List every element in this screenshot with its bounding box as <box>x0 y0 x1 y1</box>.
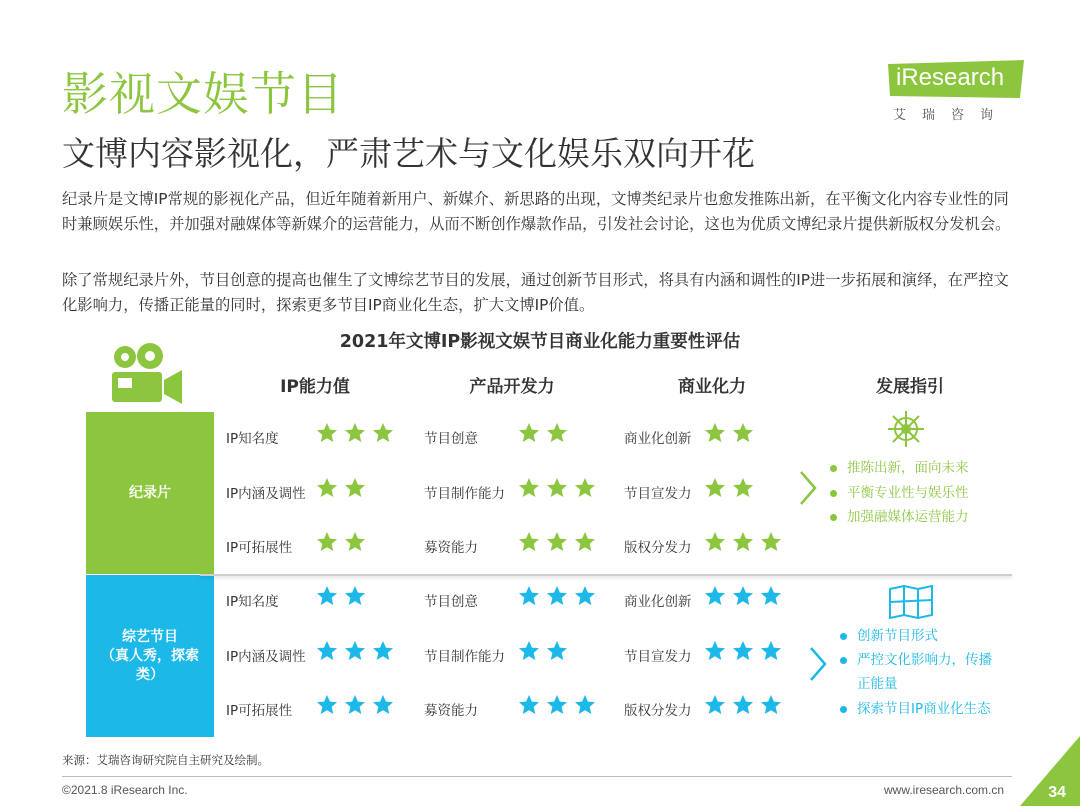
category-documentary: 纪录片 <box>86 412 214 574</box>
column-header-ip: IP能力值 <box>280 377 350 397</box>
star-icon <box>704 531 726 553</box>
star-icon <box>546 694 568 716</box>
star-icon <box>546 422 568 444</box>
star-icon <box>732 531 754 553</box>
star-icon <box>344 694 366 716</box>
star-icon <box>732 640 754 662</box>
footer-divider <box>62 776 1012 777</box>
star-rating <box>518 694 602 716</box>
rating-label: 节目创意 <box>424 594 478 610</box>
star-icon <box>704 640 726 662</box>
copyright: ©2021.8 iResearch Inc. <box>62 783 188 797</box>
rating-label: 版权分发力 <box>624 703 692 719</box>
star-icon <box>344 531 366 553</box>
website-url[interactable]: www.iresearch.com.cn <box>884 783 1005 797</box>
star-rating <box>518 585 602 607</box>
star-icon <box>704 477 726 499</box>
rating-label: IP知名度 <box>226 431 279 447</box>
star-icon <box>518 422 540 444</box>
star-icon <box>732 477 754 499</box>
rating-label: 版权分发力 <box>624 540 692 556</box>
page-number: 34 <box>1048 784 1066 801</box>
star-icon <box>518 585 540 607</box>
rating-label: 募资能力 <box>424 540 478 556</box>
star-icon <box>546 531 568 553</box>
rating-label: IP可拓展性 <box>226 540 293 556</box>
chevron-right-icon <box>808 646 828 686</box>
rating-label: IP内涵及调性 <box>226 485 306 502</box>
source-note: 来源：艾瑞咨询研究院自主研究及绘制。 <box>62 753 269 767</box>
star-rating <box>316 640 400 662</box>
star-rating <box>518 531 602 553</box>
star-icon <box>344 422 366 444</box>
column-header-guidance: 发展指引 <box>876 377 944 397</box>
rating-label: 商业化创新 <box>624 431 692 447</box>
star-icon <box>372 694 394 716</box>
star-rating <box>316 694 400 716</box>
camera-icon <box>108 342 186 410</box>
star-rating <box>316 531 372 553</box>
table-title: 2021年文博IP影视文娱节目商业化能力重要性评估 <box>339 332 741 352</box>
star-icon <box>546 585 568 607</box>
guidance-item: 加强融媒体运营能力 <box>830 505 969 525</box>
rating-label: IP可拓展性 <box>226 703 293 719</box>
star-icon <box>760 640 782 662</box>
star-icon <box>732 585 754 607</box>
ship-wheel-icon <box>884 410 928 452</box>
star-rating <box>518 477 602 499</box>
star-icon <box>704 585 726 607</box>
star-rating <box>518 422 574 444</box>
star-icon <box>574 694 596 716</box>
page-title: 影视文娱节目 <box>62 67 344 121</box>
star-icon <box>518 640 540 662</box>
star-rating <box>704 694 788 716</box>
guidance-item: 推陈出新，面向未来 <box>830 456 969 476</box>
rating-label: IP内涵及调性 <box>226 648 306 665</box>
section-divider <box>200 574 1012 576</box>
star-rating <box>704 640 788 662</box>
rating-label: 节目制作能力 <box>424 485 505 502</box>
rating-label: 节目创意 <box>424 431 478 447</box>
star-rating <box>704 585 788 607</box>
star-rating <box>704 531 788 553</box>
rating-label: 节目宣发力 <box>624 648 692 665</box>
iresearch-logo: iResearch <box>888 60 1028 98</box>
category-variety-show: 综艺节目 （真人秀，探索 类） <box>86 575 214 737</box>
star-icon <box>546 640 568 662</box>
page-subtitle: 文博内容影视化，严肃艺术与文化娱乐双向开花 <box>62 134 755 173</box>
star-icon <box>546 477 568 499</box>
star-icon <box>574 477 596 499</box>
star-icon <box>316 422 338 444</box>
star-icon <box>704 422 726 444</box>
star-rating <box>316 422 400 444</box>
star-rating <box>704 422 760 444</box>
guidance-item: 严控文化影响力，传播 <box>840 648 992 668</box>
star-icon <box>316 477 338 499</box>
star-icon <box>760 531 782 553</box>
star-rating <box>316 477 372 499</box>
star-icon <box>760 585 782 607</box>
rating-label: 募资能力 <box>424 703 478 719</box>
guidance-item: 探索节目IP商业化生态 <box>840 697 991 717</box>
star-icon <box>518 477 540 499</box>
star-rating <box>316 585 372 607</box>
star-icon <box>732 694 754 716</box>
guidance-item: 平衡专业性与娱乐性 <box>830 481 969 501</box>
guidance-item: 创新节目形式 <box>840 624 938 644</box>
star-icon <box>372 640 394 662</box>
star-icon <box>518 694 540 716</box>
star-icon <box>344 640 366 662</box>
paragraph-2: 除了常规纪录片外，节目创意的提高也催生了文博综艺节目的发展，通过创新节目形式，将具有内涵和调性的IP进一步拓展和演绎，在严控文化影响力，传播正能量的同时，探索更多节目IP商业化生态，扩大文博IP价值。 <box>62 271 1009 314</box>
column-header-product: 产品开发力 <box>469 377 555 397</box>
star-icon <box>574 531 596 553</box>
star-icon <box>316 585 338 607</box>
column-header-commercial: 商业化力 <box>678 377 746 397</box>
star-icon <box>704 694 726 716</box>
rating-label: 节目制作能力 <box>424 648 505 665</box>
star-rating <box>704 477 760 499</box>
star-icon <box>344 585 366 607</box>
star-icon <box>316 694 338 716</box>
star-icon <box>574 585 596 607</box>
rating-label: IP知名度 <box>226 594 279 610</box>
map-icon <box>888 585 934 623</box>
rating-label: 节目宣发力 <box>624 485 692 502</box>
star-icon <box>316 531 338 553</box>
star-icon <box>316 640 338 662</box>
star-icon <box>760 694 782 716</box>
rating-label: 商业化创新 <box>624 594 692 610</box>
star-icon <box>732 422 754 444</box>
logo-subtitle: 艾瑞咨询 <box>893 108 1010 123</box>
star-icon <box>344 477 366 499</box>
guidance-item-continued: 正能量 <box>857 676 898 692</box>
chevron-right-icon <box>798 470 818 510</box>
star-icon <box>518 531 540 553</box>
star-icon <box>372 422 394 444</box>
paragraph-1: 纪录片是文博IP常规的影视化产品，但近年随着新用户、新媒介、新思路的出现，文博类纪录片也愈发推陈出新，在平衡文化内容专业性的同时兼顾娱乐性，并加强对融媒体等新媒介的运营能力，从而不断创作爆款作品，引发社会讨论，这也为优质文博纪录片提供新版权分发机会。 <box>62 190 1011 233</box>
star-rating <box>518 640 574 662</box>
